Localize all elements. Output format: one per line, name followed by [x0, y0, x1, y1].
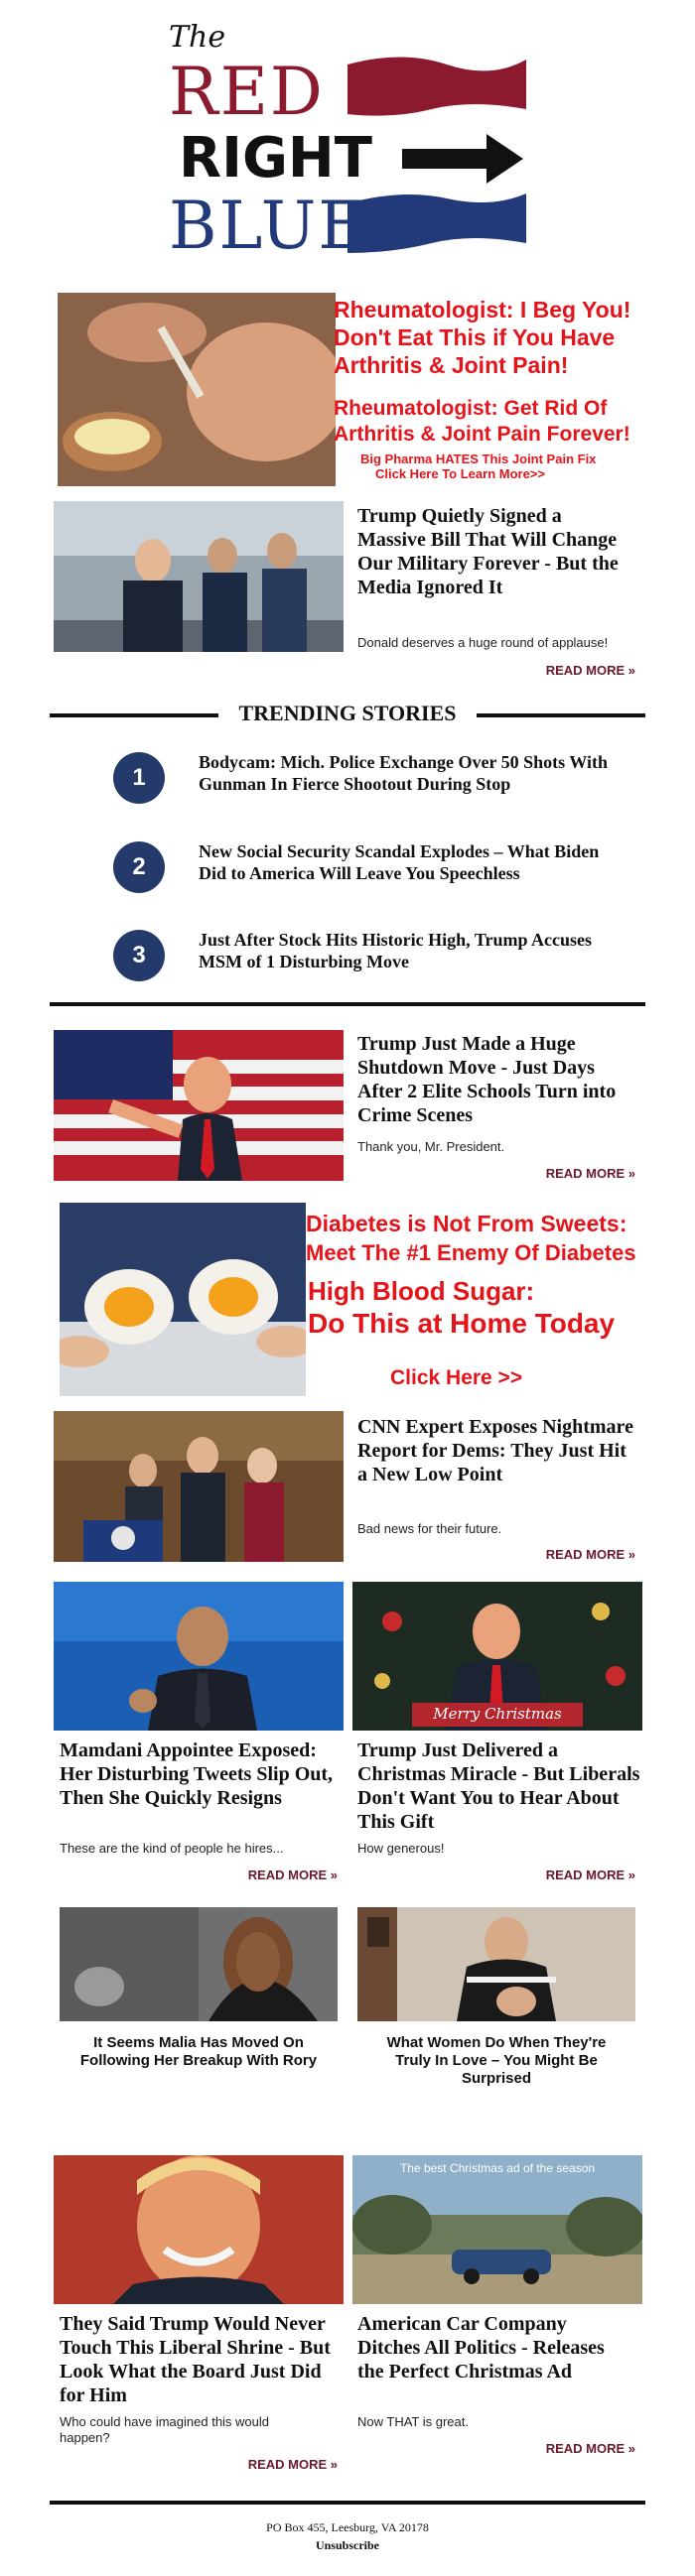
- trending-item-3[interactable]: Just After Stock Hits Historic High, Trump Accuses MSM of 1 Disturbing Move: [199, 930, 592, 971]
- grid2-left-image[interactable]: [54, 2155, 344, 2304]
- article2-read-more-link[interactable]: READ MORE »: [545, 1166, 635, 1181]
- ad-arthritis-line5: Arthritis & Joint Pain Forever!: [334, 423, 630, 446]
- promo-left-image[interactable]: [60, 1907, 338, 2021]
- logo-blue: BLUE: [169, 188, 368, 264]
- ad-diabetes-cta: Click Here >>: [390, 1366, 523, 1389]
- trending-rule-left: [50, 713, 218, 717]
- ad-arthritis-line3: Arthritis & Joint Pain!: [334, 352, 569, 378]
- grid2-right-headline[interactable]: American Car Company Ditches All Politics - Releases the Perfect Christmas Ad: [357, 2313, 605, 2383]
- footer-address: PO Box 455, Leesburg, VA 20178: [266, 2520, 429, 2534]
- grid2-right-image[interactable]: [352, 2155, 642, 2304]
- ad-diabetes[interactable]: [60, 1203, 640, 1396]
- ad-arthritis-image: [58, 293, 336, 486]
- trending-number-1: 1: [113, 752, 165, 804]
- promo-right-title[interactable]: What Women Do When They're Truly In Love – You Might Be Surprised: [386, 2034, 607, 2087]
- grid1-left-dek: These are the kind of people he hires...: [60, 1841, 284, 1856]
- logo[interactable]: [159, 20, 536, 268]
- grid1-left-read-more-link[interactable]: READ MORE »: [247, 1868, 338, 1882]
- ad-arthritis-line4: Rheumatologist: Get Rid Of: [334, 397, 608, 420]
- ad-diabetes-image: [60, 1203, 306, 1396]
- article3-image[interactable]: [54, 1411, 344, 1562]
- unsubscribe-link[interactable]: Unsubscribe: [315, 2538, 379, 2552]
- footer-rule: [50, 2501, 645, 2505]
- article1-dek: Donald deserves a huge round of applause!: [357, 635, 609, 650]
- article2-headline[interactable]: Trump Just Made a Huge Shutdown Move - Just Days After 2 Elite Schools Turn into Crime Scenes: [357, 1033, 617, 1126]
- article3-headline[interactable]: CNN Expert Exposes Nightmare Report for Dems: They Just Hit a New Low Point: [357, 1416, 633, 1485]
- ad-diabetes-line1: Diabetes is Not From Sweets:: [306, 1211, 627, 1236]
- ad-arthritis[interactable]: [58, 293, 643, 491]
- ad-arthritis-line7: Click Here To Learn More>>: [375, 466, 545, 481]
- logo-red: RED: [169, 54, 325, 130]
- trending-title: TRENDING STORIES: [238, 701, 457, 725]
- grid1-right-read-more-link[interactable]: READ MORE »: [545, 1868, 635, 1882]
- grid2-right-dek: Now THAT is great.: [357, 2414, 469, 2429]
- ad-arthritis-line1: Rheumatologist: I Beg You!: [334, 297, 631, 322]
- article3-dek: Bad news for their future.: [357, 1521, 502, 1536]
- article1-headline[interactable]: Trump Quietly Signed a Massive Bill That Will Change Our Military Forever - But the Media Ignored It: [357, 505, 619, 598]
- grid1-right-dek: How generous!: [357, 1841, 445, 1856]
- ad-arthritis-line2: Don't Eat This if You Have: [334, 324, 616, 350]
- grid1-right-headline[interactable]: Trump Just Delivered a Christmas Miracle - But Liberals Don't Want You to Hear About This Gift: [357, 1739, 640, 1833]
- grid2-left-read-more-link[interactable]: READ MORE »: [247, 2457, 338, 2472]
- grid2-left-dek: Who could have imagined this would happen?: [60, 2414, 270, 2445]
- logo-right: RIGHT: [179, 126, 372, 191]
- arrow-right-icon: [402, 129, 526, 189]
- promo-right-image[interactable]: [357, 1907, 635, 2021]
- grid1-right-image[interactable]: [352, 1582, 642, 1731]
- trending-number-3: 3: [113, 930, 165, 981]
- grid2-right-read-more-link[interactable]: READ MORE »: [545, 2441, 635, 2456]
- ad-diabetes-line4: Do This at Home Today: [308, 1308, 616, 1339]
- article2-image[interactable]: [54, 1030, 344, 1181]
- ad-diabetes-line3: High Blood Sugar:: [308, 1276, 535, 1306]
- grid2-left-headline[interactable]: They Said Trump Would Never Touch This Liberal Shrine - But Look What the Board Just Did for Him: [60, 2313, 331, 2406]
- trending-bottom-rule: [50, 1002, 645, 1006]
- trending-number-2: 2: [113, 841, 165, 893]
- ad-diabetes-line2: Meet The #1 Enemy Of Diabetes: [306, 1240, 636, 1265]
- grid1-left-headline[interactable]: Mamdani Appointee Exposed: Her Disturbing Tweets Slip Out, Then She Quickly Resigns: [60, 1739, 334, 1809]
- grid2-right-caption: The best Christmas ad of the season: [399, 2161, 596, 2175]
- article1-image[interactable]: [54, 501, 344, 652]
- article2-dek: Thank you, Mr. President.: [357, 1139, 505, 1154]
- logo-the: The: [169, 20, 226, 55]
- ad-arthritis-line6: Big Pharma HATES This Joint Pain Fix: [360, 451, 597, 466]
- trending-item-1[interactable]: Bodycam: Mich. Police Exchange Over 50 Shots With Gunman In Fierce Shootout During Stop: [199, 752, 608, 794]
- trending-rule-right: [477, 713, 645, 717]
- article3-read-more-link[interactable]: READ MORE »: [545, 1547, 635, 1562]
- promo-left-title[interactable]: It Seems Malia Has Moved On Following Her Breakup With Rory: [79, 2034, 318, 2069]
- grid1-left-image[interactable]: [54, 1582, 344, 1731]
- article1-read-more-link[interactable]: READ MORE »: [545, 663, 635, 678]
- grid1-right-banner: Merry Christmas: [433, 1705, 562, 1723]
- trending-item-2[interactable]: New Social Security Scandal Explodes – What Biden Did to America Will Leave You Speechless: [199, 841, 600, 883]
